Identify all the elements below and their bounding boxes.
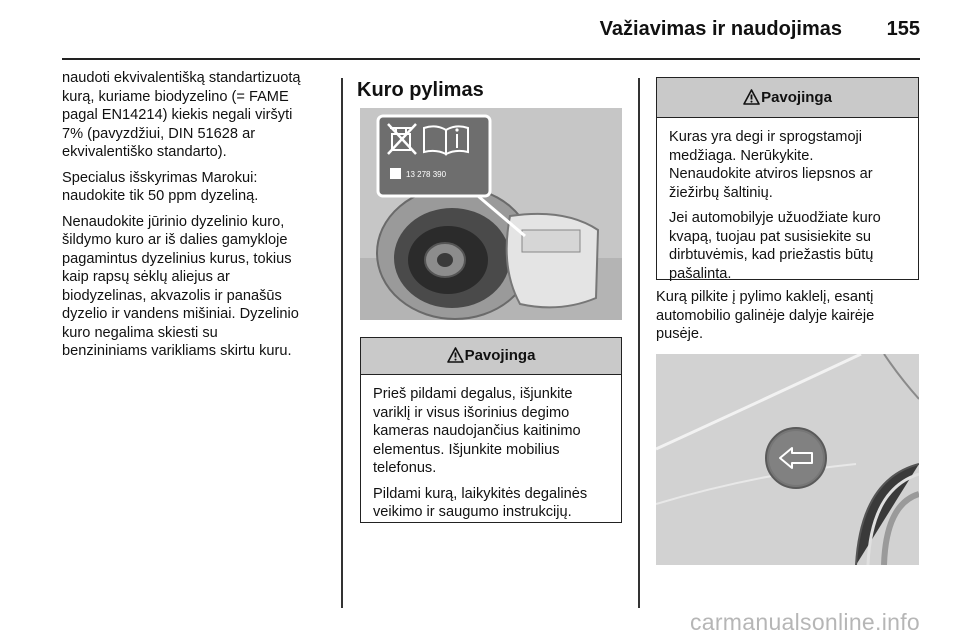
text-line: dirbtuvėmis, kad priežastis būtų [669,247,874,263]
car-rear-side-illustration [656,354,919,565]
text-line: biodyzelinas, akvazolis ir panašūs [62,287,282,304]
fuel-flap-location-figure [656,354,919,565]
warning-title: Pavojinga [464,347,536,364]
paragraph [373,385,611,478]
text-line: benzininiams varikliams skirtu kuru. [62,343,292,359]
column-divider-right [638,78,640,608]
paragraph [669,209,908,283]
text-line: žiežirbų šaltinių. [669,184,773,201]
left-column [62,69,334,368]
column-divider-left [341,78,343,608]
text-line: šildymo kuro ar iš dalies gamykloje [62,232,288,248]
text-line: ekvivalentiško standarto). [62,144,227,160]
text-line: veikimo ir saugumo instrukcijų. [373,504,572,520]
text-line: kameras naudojančius kaitinimo [373,423,581,439]
text-line: elementus. Išjunkite mobilius [373,441,560,458]
warning-triangle-icon [743,89,760,105]
warning-title: Pavojinga [761,89,832,106]
text-line: pagamintus dyzelinius kurus, tokius [62,250,292,267]
paragraph [62,169,334,206]
text-line: telefonus. [373,460,437,476]
fuel-filler-flap-figure [360,108,622,320]
figure-label: 13 278 390 [406,170,447,179]
warning-header [361,338,621,375]
paragraph [373,485,611,522]
text-line: kurą, kuriame biodyzelino (= FAME [62,88,289,105]
warning-body [361,375,621,522]
paragraph [656,288,926,344]
text-line: Kuras yra degi ir sprogstamoji [669,129,863,145]
text-line: kaip rapsų sėklų aliejus ar [62,269,230,285]
text-line: medžiaga. Nerūkykite. [669,147,814,164]
page-number: 155 [886,18,920,40]
text-line: naudokite tik 50 ppm dyzeliną. [62,188,259,204]
text-line: kuro negalima skiesti su [62,324,218,341]
paragraph [62,213,334,361]
watermark: carmanualsonline.info [689,609,920,635]
text-line: Jei automobilyje užuodžiate kuro [669,210,881,226]
text-line: pusėje. [656,326,704,342]
warning-body [657,118,918,283]
warning-header [657,78,918,118]
header-rule [62,58,920,60]
text-line: automobilio galinėje dalyje kairėje [656,307,875,324]
page-title: Važiavimas ir naudojimas [599,18,842,40]
text-line: Pildami kurą, laikykitės degalinės [373,485,588,502]
text-line: pagal EN14214) kiekis negali viršyti [62,107,293,123]
warning-box-refuel [360,337,622,523]
paragraph [669,128,908,202]
text-line: variklį ir visus išorinius degimo [373,404,570,421]
warning-box-fuel [656,77,919,280]
paragraph [62,69,334,162]
text-line: kvapą, tuojau pat susisiekite su [669,228,871,245]
text-line: Specialus išskyrimas Marokui: [62,169,258,186]
text-line: Nenaudokite jūrinio dyzelinio kuro, [62,213,285,230]
text-line: naudoti ekvivalentišką standartizuotą [62,70,301,86]
text-line: Prieš pildami degalus, išjunkite [373,386,573,402]
text-line: Kurą pilkite į pylimo kaklelį, esantį [656,289,874,305]
text-line: 7% (pavyzdžiui, DIN 51628 ar [62,125,256,142]
fuel-flap-illustration [360,108,622,320]
section-heading: Kuro pylimas [357,79,484,101]
text-line: dyzelio ir vandens mišiniai. Dyzelinio [62,306,299,322]
right-column-text [656,288,926,351]
text-line: pašalinta. [669,265,732,282]
warning-triangle-icon [447,347,464,363]
text-line: Nenaudokite atviros liepsnos ar [669,166,873,182]
